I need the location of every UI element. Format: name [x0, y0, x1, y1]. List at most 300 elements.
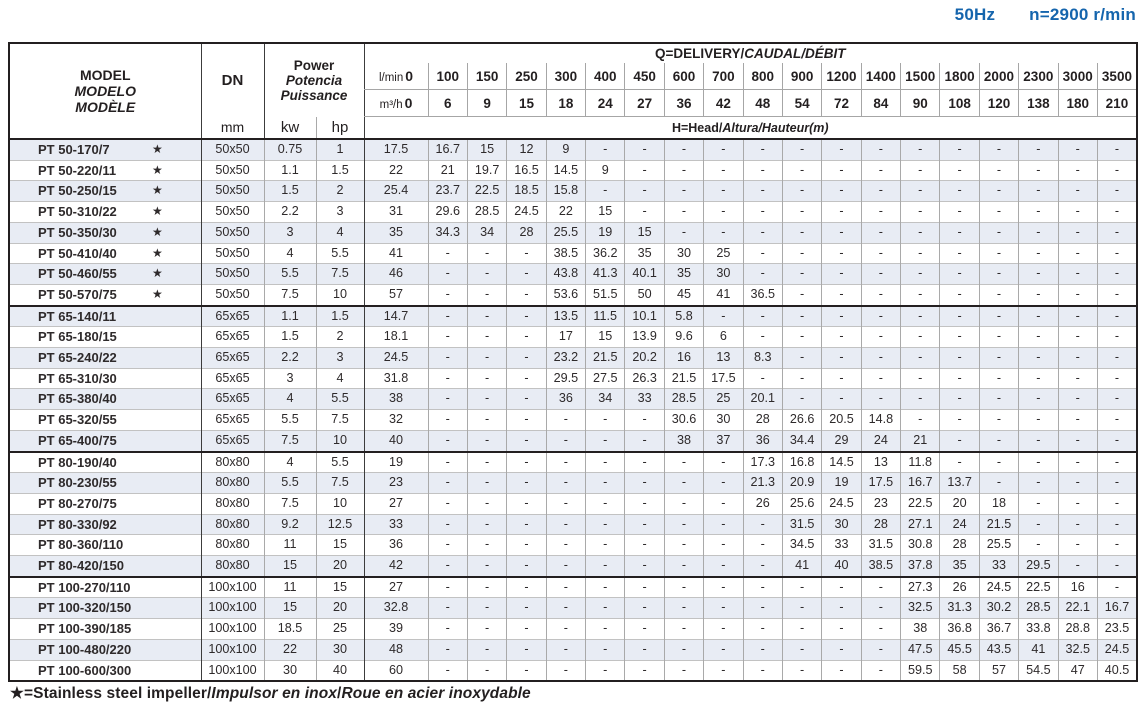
head-value-cell: -	[467, 348, 506, 369]
head-value-cell: -	[664, 535, 703, 556]
head-value-cell: 57	[979, 660, 1018, 681]
head-value-cell: 34.4	[782, 430, 821, 451]
head-value-cell: -	[1097, 430, 1137, 451]
kw-cell: 18.5	[264, 619, 316, 640]
head-value-cell: 29.6	[428, 202, 467, 223]
head-value-cell: 38.5	[861, 556, 900, 577]
kw-cell: 5.5	[264, 264, 316, 285]
head-value-cell: -	[901, 264, 940, 285]
head-value-cell: 30	[704, 264, 743, 285]
table-row	[9, 430, 1137, 451]
model-cell	[9, 181, 201, 202]
head-value-cell: -	[743, 368, 782, 389]
head-value-cell: -	[704, 619, 743, 640]
head-value-cell: 17.5	[861, 473, 900, 494]
head-value-cell: 35	[940, 556, 979, 577]
head-value-cell: -	[507, 598, 546, 619]
table-row	[9, 243, 1137, 264]
dn-cell: 65x65	[201, 389, 264, 410]
head-value-cell: -	[467, 473, 506, 494]
head-value-cell: -	[428, 577, 467, 598]
head-value-cell: -	[704, 556, 743, 577]
head-value-cell: -	[546, 577, 585, 598]
table-row	[9, 473, 1137, 494]
head-value-cell: -	[782, 181, 821, 202]
head-value-cell: 31.5	[861, 535, 900, 556]
head-value-cell: 35	[664, 264, 703, 285]
head-value-cell: -	[664, 222, 703, 243]
head-value-cell: -	[979, 368, 1018, 389]
head-value-cell: 19.7	[467, 160, 506, 181]
head-value-cell: -	[743, 556, 782, 577]
head-value-cell: -	[546, 452, 585, 473]
head-value-cell: -	[586, 639, 625, 660]
model-cell	[9, 327, 201, 348]
dn-cell: 65x65	[201, 327, 264, 348]
head-value-cell: -	[979, 284, 1018, 305]
table-row	[9, 535, 1137, 556]
model-cell	[9, 410, 201, 431]
dn-cell: 80x80	[201, 493, 264, 514]
head-value-cell: -	[861, 160, 900, 181]
head-value-cell: 25.5	[546, 222, 585, 243]
head-value-cell: 41	[1019, 639, 1058, 660]
head-value-cell: -	[467, 577, 506, 598]
model-cell	[9, 160, 201, 181]
head-value-cell: -	[507, 473, 546, 494]
head-value-cell: -	[979, 389, 1018, 410]
head-value-cell: -	[1058, 202, 1097, 223]
head-value-cell: -	[861, 389, 900, 410]
head-value-cell: -	[940, 368, 979, 389]
head-value-cell: 9.6	[664, 327, 703, 348]
kw-cell: 30	[264, 660, 316, 681]
head-value-cell: -	[428, 514, 467, 535]
head-value-cell: -	[940, 202, 979, 223]
head-value-cell: 34	[467, 222, 506, 243]
head-value-cell: -	[428, 410, 467, 431]
model-name: PT 80-230/55	[38, 475, 117, 491]
head-value-cell: -	[625, 430, 664, 451]
kw-cell: 15	[264, 598, 316, 619]
head-value-cell: -	[1058, 452, 1097, 473]
dn-cell: 100x100	[201, 577, 264, 598]
model-cell	[9, 139, 201, 160]
model-name: PT 50-410/40	[38, 245, 117, 261]
table-row	[9, 389, 1137, 410]
head-value-cell: -	[979, 139, 1018, 160]
head-value-cell: 53.6	[546, 284, 585, 305]
head-value-cell: 22	[546, 202, 585, 223]
head-value-cell: -	[507, 430, 546, 451]
head-value-cell: 13.7	[940, 473, 979, 494]
delivery-title	[364, 43, 1137, 63]
head-value-cell: -	[822, 306, 861, 327]
kw-cell: 5.5	[264, 473, 316, 494]
head-value-cell: 20.1	[743, 389, 782, 410]
star-icon: ★	[10, 685, 24, 702]
hp-cell: 7.5	[316, 410, 364, 431]
head-value-cell: 27.1	[901, 514, 940, 535]
model-cell	[9, 264, 201, 285]
hp-cell: 3	[316, 202, 364, 223]
head-value-cell: -	[586, 473, 625, 494]
head-value-cell: -	[586, 660, 625, 681]
head-value-cell: -	[507, 264, 546, 285]
hp-cell: 25	[316, 619, 364, 640]
head-value-cell: -	[743, 202, 782, 223]
head-value-cell: -	[822, 284, 861, 305]
head-value-cell: 24	[940, 514, 979, 535]
head-value-cell: 16.7	[901, 473, 940, 494]
model-cell	[9, 222, 201, 243]
head-value-cell: -	[1058, 181, 1097, 202]
head-value-cell: -	[782, 577, 821, 598]
head-value-cell: 22.5	[467, 181, 506, 202]
head-value-cell: -	[1019, 514, 1058, 535]
head-value-cell: 40.5	[1097, 660, 1137, 681]
head-value-cell: -	[743, 181, 782, 202]
head-value-cell: -	[467, 410, 506, 431]
head-value-cell: -	[1097, 202, 1137, 223]
head-value-cell: 31.3	[940, 598, 979, 619]
head-value-cell: 17.5	[364, 139, 428, 160]
model-name: PT 50-250/15	[38, 183, 117, 199]
head-value-cell: -	[664, 473, 703, 494]
head-value-cell: 43.5	[979, 639, 1018, 660]
head-value-cell: -	[586, 452, 625, 473]
head-value-cell: -	[1019, 243, 1058, 264]
head-value-cell: -	[782, 202, 821, 223]
m3h-col-header: 108	[940, 90, 979, 117]
head-value-cell: -	[979, 327, 1018, 348]
hp-cell: 12.5	[316, 514, 364, 535]
m3h-col-header: 90	[901, 90, 940, 117]
m3h-col-header: 120	[979, 90, 1018, 117]
head-value-cell: -	[467, 264, 506, 285]
head-value-cell: 41.3	[586, 264, 625, 285]
table-row	[9, 410, 1137, 431]
head-value-cell: 23.2	[546, 348, 585, 369]
head-value-cell: 30	[822, 514, 861, 535]
head-value-cell: -	[586, 410, 625, 431]
power-header-en: Power	[293, 57, 335, 73]
head-value-cell: -	[586, 556, 625, 577]
head-value-cell: 15	[586, 327, 625, 348]
head-value-cell: -	[822, 639, 861, 660]
m3h-col-header: 18	[546, 90, 585, 117]
kw-cell: 1.1	[264, 160, 316, 181]
head-value-cell: 12	[507, 139, 546, 160]
head-value-cell: -	[428, 639, 467, 660]
model-cell	[9, 514, 201, 535]
table-row	[9, 577, 1137, 598]
head-value-cell: 19	[364, 452, 428, 473]
head-value-cell: -	[704, 639, 743, 660]
head-value-cell: -	[467, 368, 506, 389]
head-value-cell: -	[1019, 139, 1058, 160]
head-value-cell: -	[743, 639, 782, 660]
head-value-cell: -	[586, 430, 625, 451]
head-value-cell: 26.3	[625, 368, 664, 389]
head-value-cell: -	[1097, 243, 1137, 264]
head-value-cell: -	[822, 327, 861, 348]
model-cell	[9, 202, 201, 223]
head-value-cell: -	[625, 160, 664, 181]
head-value-cell: -	[979, 160, 1018, 181]
stainless-star-icon: ★	[152, 183, 163, 198]
head-value-cell: -	[1019, 284, 1058, 305]
head-value-cell: -	[704, 598, 743, 619]
m3h-col-header: 27	[625, 90, 664, 117]
stainless-footnote	[10, 684, 531, 703]
head-value-cell: 28.5	[467, 202, 506, 223]
kw-cell: 2.2	[264, 202, 316, 223]
hp-cell: 1.5	[316, 160, 364, 181]
head-value-cell: -	[1019, 348, 1058, 369]
head-value-cell: 24	[861, 430, 900, 451]
head-value-cell: -	[1019, 160, 1058, 181]
head-value-cell: -	[625, 535, 664, 556]
head-value-cell: -	[743, 243, 782, 264]
model-cell	[9, 473, 201, 494]
head-value-cell: 9	[546, 139, 585, 160]
power-unit-hp: hp	[316, 117, 364, 140]
model-name: PT 100-270/110	[38, 579, 131, 595]
head-value-cell: -	[428, 473, 467, 494]
head-value-cell: 36.8	[940, 619, 979, 640]
head-value-cell: -	[1019, 368, 1058, 389]
head-value-cell: 36.7	[979, 619, 1018, 640]
kw-cell: 9.2	[264, 514, 316, 535]
head-value-cell: -	[664, 493, 703, 514]
head-value-cell: -	[467, 327, 506, 348]
head-value-cell: -	[743, 222, 782, 243]
head-value-cell: -	[901, 160, 940, 181]
head-value-cell: -	[1097, 264, 1137, 285]
head-value-cell: -	[507, 452, 546, 473]
head-value-cell: -	[1058, 348, 1097, 369]
head-value-cell: 23.5	[1097, 619, 1137, 640]
head-value-cell: -	[428, 556, 467, 577]
head-value-cell: 19	[586, 222, 625, 243]
head-value-cell: 26	[743, 493, 782, 514]
head-value-cell: -	[940, 222, 979, 243]
head-value-cell: 16	[664, 348, 703, 369]
head-value-cell: -	[901, 222, 940, 243]
table-row	[9, 639, 1137, 660]
head-value-cell: -	[507, 284, 546, 305]
model-column-header	[9, 43, 201, 139]
head-value-cell: -	[940, 410, 979, 431]
head-value-cell: -	[507, 639, 546, 660]
head-value-cell: -	[546, 556, 585, 577]
lmin-col-header: 800	[743, 63, 782, 90]
head-value-cell: -	[704, 452, 743, 473]
head-value-cell: -	[507, 619, 546, 640]
model-header-es: MODELO	[74, 83, 136, 99]
dn-cell: 100x100	[201, 639, 264, 660]
head-value-cell: -	[546, 514, 585, 535]
head-value-cell: -	[546, 619, 585, 640]
head-value-cell: -	[467, 660, 506, 681]
model-name: PT 50-220/11	[38, 162, 117, 178]
head-value-cell: -	[861, 202, 900, 223]
head-value-cell: -	[625, 410, 664, 431]
kw-cell: 22	[264, 639, 316, 660]
head-value-cell: -	[861, 598, 900, 619]
head-value-cell: -	[1019, 410, 1058, 431]
head-value-cell: 20.5	[822, 410, 861, 431]
head-value-cell: -	[822, 619, 861, 640]
head-value-cell: -	[625, 202, 664, 223]
table-row	[9, 348, 1137, 369]
power-header-es: Potencia	[285, 72, 343, 88]
model-name: PT 50-170/7	[38, 142, 110, 157]
head-value-cell: 16.7	[1097, 598, 1137, 619]
head-value-cell: -	[625, 181, 664, 202]
head-value-cell: -	[664, 202, 703, 223]
head-value-cell: 10.1	[625, 306, 664, 327]
head-value-cell: 30.6	[664, 410, 703, 431]
head-value-cell: 29.5	[546, 368, 585, 389]
lmin-col-header: 450	[625, 63, 664, 90]
head-value-cell: 45.5	[940, 639, 979, 660]
head-value-cell: 14.7	[364, 306, 428, 327]
head-value-cell: 15	[467, 139, 506, 160]
head-value-cell: 51.5	[586, 284, 625, 305]
head-value-cell: -	[586, 514, 625, 535]
head-value-cell: -	[743, 619, 782, 640]
head-value-cell: 36	[546, 389, 585, 410]
head-value-cell: 28	[861, 514, 900, 535]
head-value-cell: 29	[822, 430, 861, 451]
head-value-cell: 38	[901, 619, 940, 640]
head-value-cell: 16	[1058, 577, 1097, 598]
table-row	[9, 452, 1137, 473]
head-value-cell: -	[1019, 430, 1058, 451]
model-name: PT 50-350/30	[38, 224, 117, 240]
head-value-cell: 21	[428, 160, 467, 181]
head-value-cell: -	[822, 577, 861, 598]
hp-cell: 20	[316, 556, 364, 577]
table-row	[9, 493, 1137, 514]
head-value-cell: -	[822, 368, 861, 389]
head-value-cell: -	[782, 368, 821, 389]
head-value-cell: -	[467, 243, 506, 264]
head-value-cell: 18.5	[507, 181, 546, 202]
head-value-cell: 36	[364, 535, 428, 556]
head-value-cell: -	[979, 473, 1018, 494]
head-value-cell: 14.5	[546, 160, 585, 181]
lmin-zero: 0	[405, 68, 414, 84]
model-cell	[9, 452, 201, 473]
table-row	[9, 368, 1137, 389]
head-value-cell: 38.5	[546, 243, 585, 264]
head-value-cell: -	[428, 452, 467, 473]
head-value-cell: 9	[586, 160, 625, 181]
head-value-cell: -	[467, 284, 506, 305]
head-value-cell: -	[467, 389, 506, 410]
hp-cell: 10	[316, 430, 364, 451]
head-value-cell: -	[507, 410, 546, 431]
head-value-cell: -	[1019, 264, 1058, 285]
head-value-cell: 18.1	[364, 327, 428, 348]
head-value-cell: -	[664, 452, 703, 473]
head-value-cell: -	[546, 535, 585, 556]
head-value-cell: 40	[364, 430, 428, 451]
head-value-cell: -	[625, 619, 664, 640]
head-value-cell: 28.8	[1058, 619, 1097, 640]
head-value-cell: -	[664, 556, 703, 577]
model-cell	[9, 493, 201, 514]
head-value-cell: -	[1019, 473, 1058, 494]
m3h-col-header: 180	[1058, 90, 1097, 117]
head-value-cell: 27	[364, 577, 428, 598]
table-row	[9, 139, 1137, 160]
lmin-col-header: 1500	[901, 63, 940, 90]
head-value-cell: -	[1058, 243, 1097, 264]
model-cell	[9, 660, 201, 681]
head-value-cell: 20.2	[625, 348, 664, 369]
head-value-cell: 17.3	[743, 452, 782, 473]
table-row	[9, 598, 1137, 619]
head-value-cell: 60	[364, 660, 428, 681]
dn-cell: 50x50	[201, 202, 264, 223]
head-value-cell: -	[940, 327, 979, 348]
head-value-cell: 30	[664, 243, 703, 264]
head-value-cell: 26	[940, 577, 979, 598]
head-value-cell: -	[940, 389, 979, 410]
m3h-col-header: 24	[586, 90, 625, 117]
head-value-cell: -	[507, 389, 546, 410]
head-value-cell: 13.9	[625, 327, 664, 348]
head-value-cell: 45	[664, 284, 703, 305]
head-value-cell: 40	[822, 556, 861, 577]
model-cell	[9, 556, 201, 577]
lmin-col-header: 150	[467, 63, 506, 90]
head-title-intl: Altura/Hauteur(m)	[722, 120, 829, 135]
head-value-cell: 13.5	[546, 306, 585, 327]
head-value-cell: 11.5	[586, 306, 625, 327]
head-value-cell: 30.8	[901, 535, 940, 556]
head-value-cell: -	[704, 660, 743, 681]
dn-cell: 50x50	[201, 160, 264, 181]
head-value-cell: -	[861, 306, 900, 327]
head-value-cell: -	[861, 222, 900, 243]
head-value-cell: -	[979, 202, 1018, 223]
head-value-cell: -	[625, 473, 664, 494]
head-value-cell: 13	[704, 348, 743, 369]
head-value-cell: -	[625, 493, 664, 514]
model-name: PT 65-140/11	[38, 308, 117, 324]
hp-cell: 4	[316, 222, 364, 243]
lmin-col-header: 700	[704, 63, 743, 90]
head-value-cell: -	[704, 160, 743, 181]
stainless-star-icon: ★	[152, 245, 163, 260]
head-value-cell: -	[704, 493, 743, 514]
head-value-cell: -	[428, 284, 467, 305]
hp-cell: 4	[316, 368, 364, 389]
head-value-cell: -	[1058, 410, 1097, 431]
kw-cell: 1.5	[264, 327, 316, 348]
table-row	[9, 222, 1137, 243]
head-value-cell: 30	[704, 410, 743, 431]
lmin-col-header: 2300	[1019, 63, 1058, 90]
head-value-cell: 32.5	[1058, 639, 1097, 660]
head-value-cell: 24.5	[507, 202, 546, 223]
stainless-star-icon: ★	[152, 204, 163, 219]
